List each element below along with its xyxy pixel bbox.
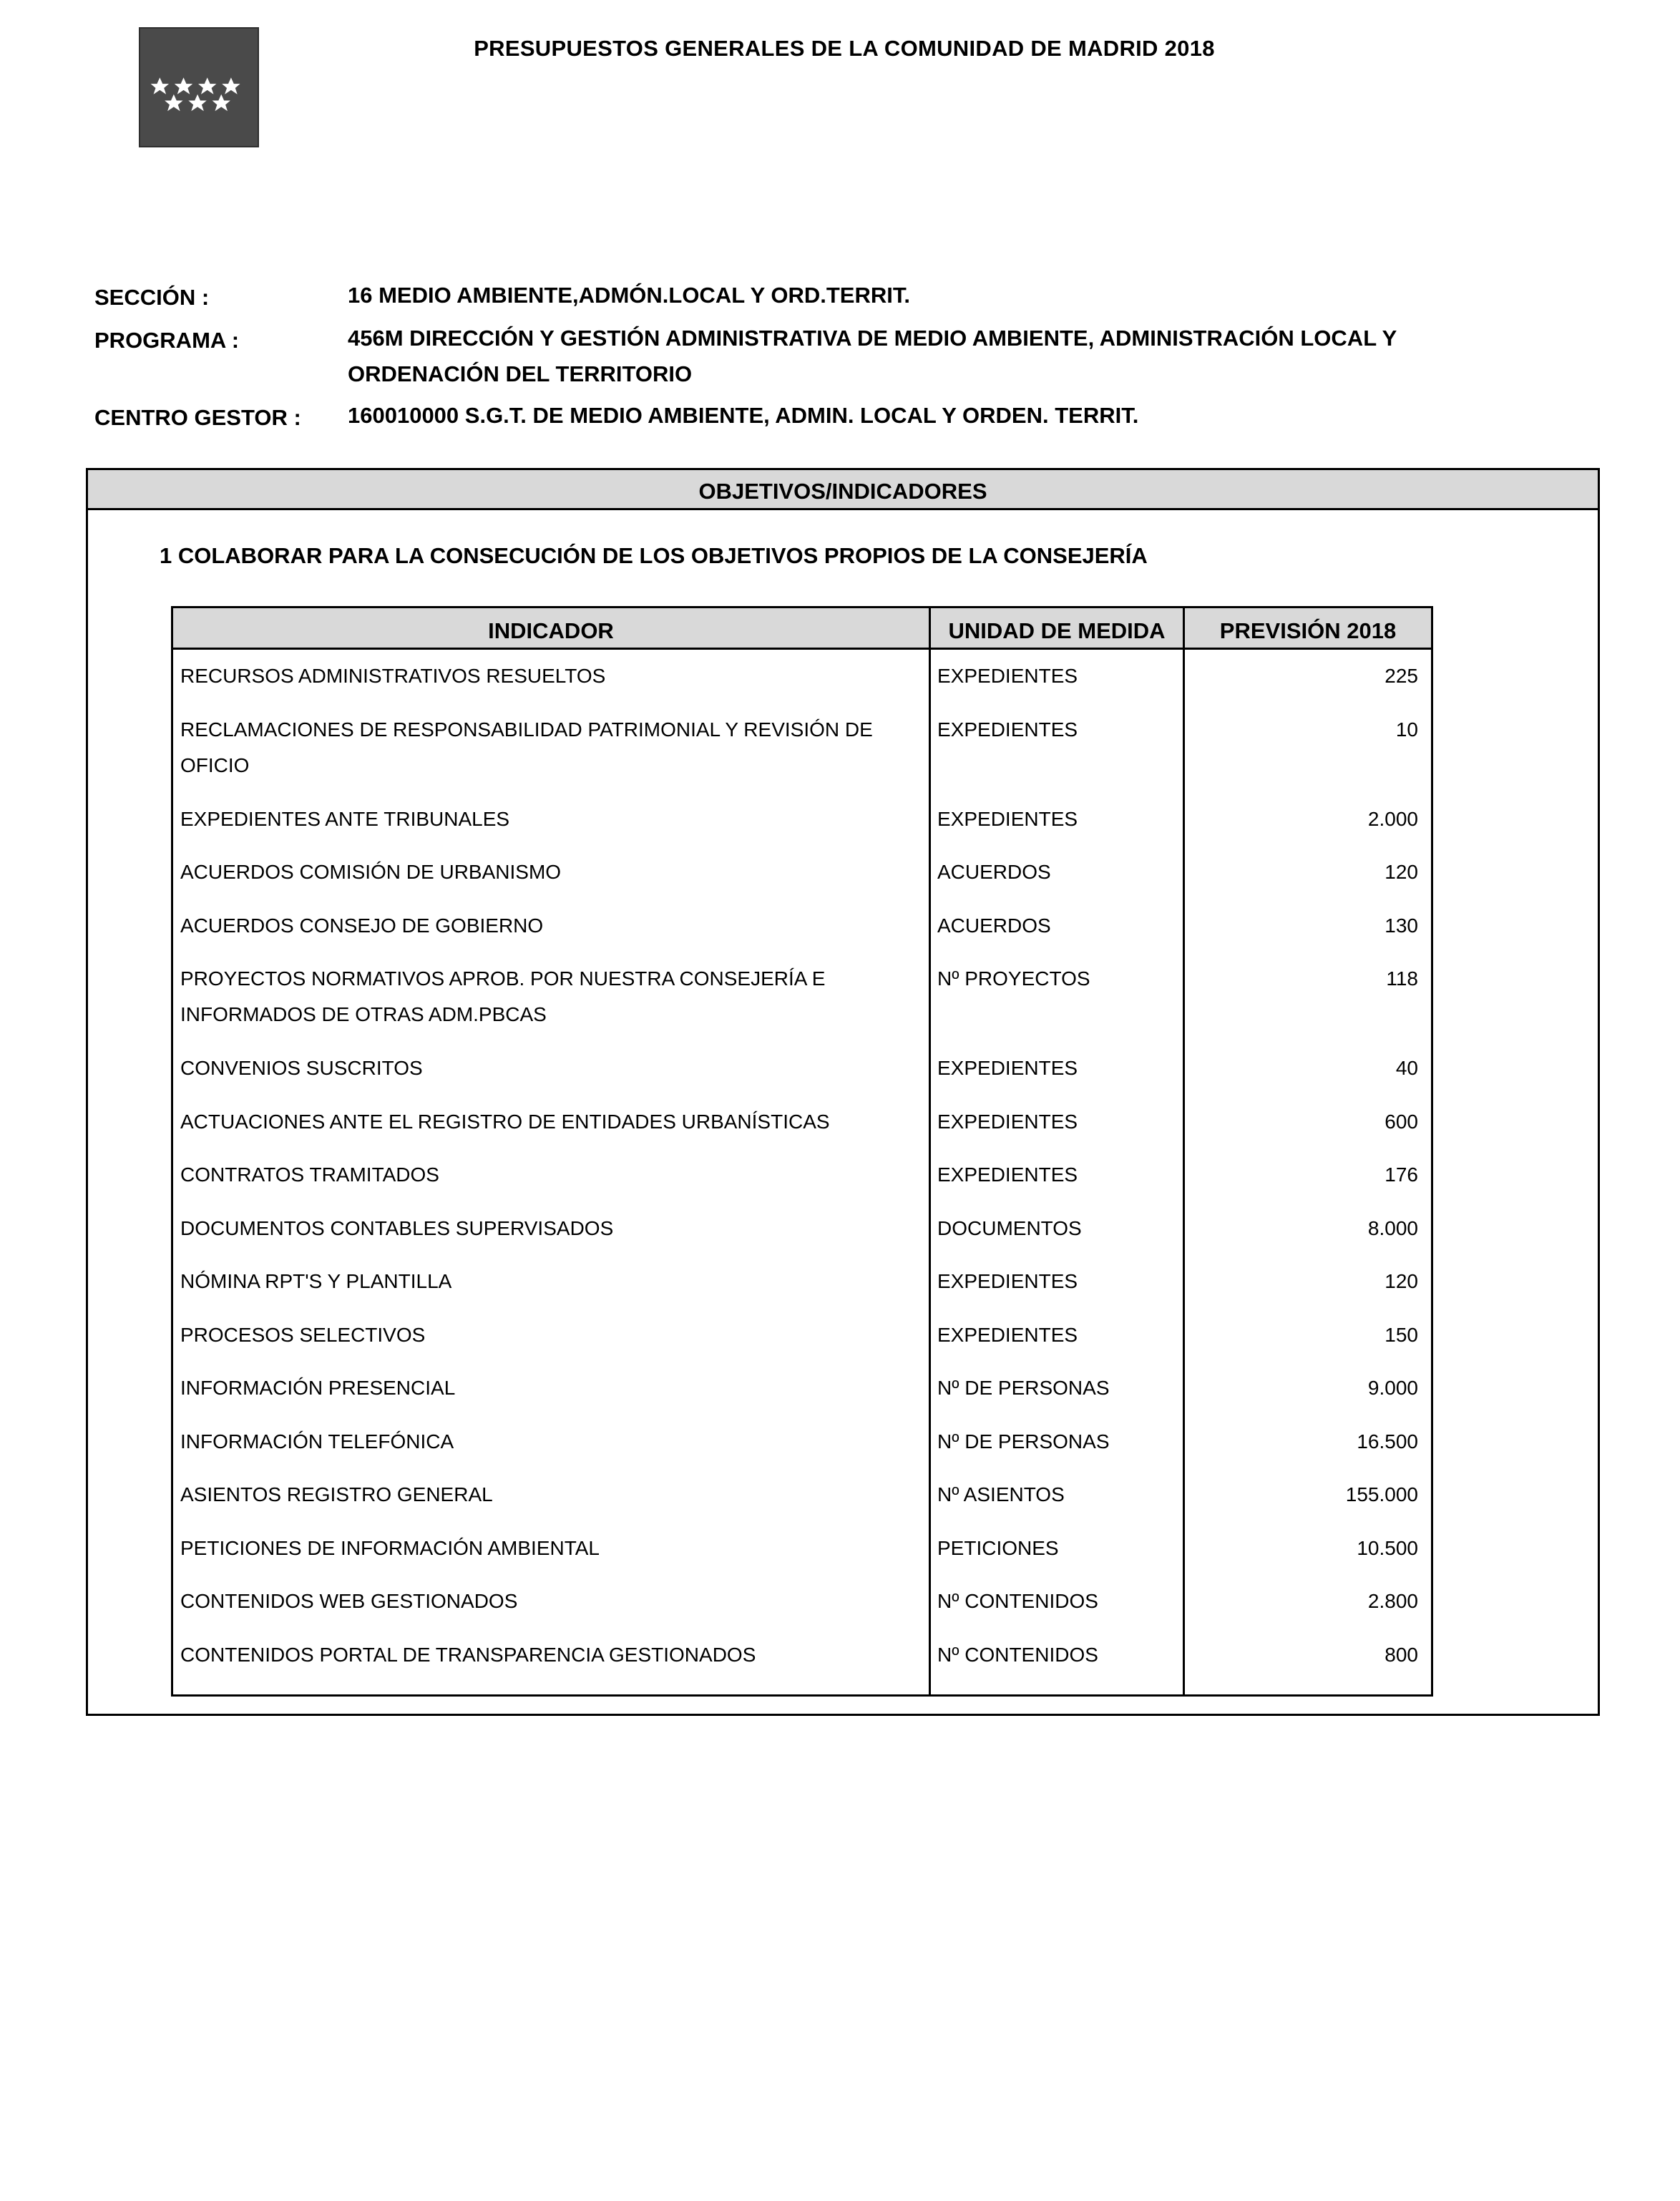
prevision-cell: 600	[1384, 1110, 1418, 1133]
prevision-cell: 10	[1395, 718, 1418, 741]
unidad-cell: EXPEDIENTES	[937, 807, 1078, 830]
indicador-cell	[180, 1264, 924, 1299]
indicador-text: ACTUACIONES ANTE EL REGISTRO DE ENTIDADES URBANÍSTICAS	[180, 1110, 830, 1133]
prevision-cell: 155.000	[1345, 1483, 1418, 1505]
prevision-cell: 120	[1384, 861, 1418, 883]
page-title: PRESUPUESTOS GENERALES DE LA COMUNIDAD DE MADRID 2018	[474, 36, 1215, 61]
column-header-indicador: INDICADOR	[488, 618, 614, 643]
indicador-cell	[180, 854, 924, 890]
indicador-text: ACUERDOS CONSEJO DE GOBIERNO	[180, 914, 544, 937]
unidad-cell: EXPEDIENTES	[937, 718, 1078, 741]
indicador-cell	[180, 1531, 924, 1566]
prevision-cell: 176	[1384, 1163, 1418, 1186]
indicador-cell	[180, 658, 924, 694]
indicador-cell	[180, 712, 924, 784]
indicador-cell	[180, 1157, 924, 1193]
unidad-cell: EXPEDIENTES	[937, 1163, 1078, 1186]
unidad-cell: Nº DE PERSONAS	[937, 1430, 1110, 1453]
indicador-cell	[180, 1583, 924, 1619]
prevision-cell: 8.000	[1367, 1216, 1418, 1239]
centro-gestor-label: CENTRO GESTOR :	[94, 405, 301, 430]
unidad-cell: EXPEDIENTES	[937, 1057, 1078, 1079]
prevision-cell: 9.000	[1367, 1377, 1418, 1399]
indicador-cell	[180, 1637, 924, 1673]
indicador-text: PROYECTOS NORMATIVOS APROB. POR NUESTRA CONSEJERÍA E	[180, 967, 826, 990]
prevision-cell: 800	[1384, 1643, 1418, 1666]
unidad-cell: DOCUMENTOS	[937, 1216, 1082, 1239]
indicador-cell	[180, 1424, 924, 1460]
prevision-cell: 2.000	[1367, 807, 1418, 830]
indicador-text: PETICIONES DE INFORMACIÓN AMBIENTAL	[180, 1536, 600, 1559]
prevision-cell: 120	[1384, 1270, 1418, 1292]
prevision-cell: 2.800	[1367, 1590, 1418, 1612]
unidad-cell: ACUERDOS	[937, 861, 1051, 883]
objective-title: 1 COLABORAR PARA LA CONSECUCIÓN DE LOS OBJETIVOS PROPIOS DE LA CONSEJERÍA	[160, 543, 1148, 568]
seccion-label: SECCIÓN :	[94, 285, 210, 310]
indicator-table	[171, 606, 1433, 1697]
indicador-text: NÓMINA RPT'S Y PLANTILLA	[180, 1270, 452, 1292]
indicador-text: RECLAMACIONES DE RESPONSABILIDAD PATRIMONIAL Y REVISIÓN DE	[180, 718, 873, 741]
indicador-cell	[180, 801, 924, 837]
indicador-text: RECURSOS ADMINISTRATIVOS RESUELTOS	[180, 665, 606, 687]
unidad-cell: ACUERDOS	[937, 914, 1051, 937]
centro-gestor-value: 160010000 S.G.T. DE MEDIO AMBIENTE, ADMIN. LOCAL Y ORDEN. TERRIT.	[348, 403, 1139, 428]
prevision-cell: 16.500	[1357, 1430, 1418, 1453]
indicador-text: CONVENIOS SUSCRITOS	[180, 1057, 423, 1079]
programa-value-line1: 456M DIRECCIÓN Y GESTIÓN ADMINISTRATIVA DE MEDIO AMBIENTE, ADMINISTRACIÓN LOCAL Y	[348, 326, 1397, 351]
indicador-text: ASIENTOS REGISTRO GENERAL	[180, 1483, 493, 1505]
objetivos-frame	[86, 468, 1600, 1716]
indicador-text-line2: OFICIO	[180, 753, 250, 776]
unidad-cell: Nº PROYECTOS	[937, 967, 1090, 990]
indicador-text: CONTRATOS TRAMITADOS	[180, 1163, 439, 1186]
prevision-cell: 10.500	[1357, 1536, 1418, 1559]
stars-icon	[140, 29, 258, 146]
unidad-cell: EXPEDIENTES	[937, 1323, 1078, 1346]
unidad-cell: EXPEDIENTES	[937, 1270, 1078, 1292]
unidad-cell: PETICIONES	[937, 1536, 1059, 1559]
prevision-cell: 40	[1395, 1057, 1418, 1079]
programa-value-line2: ORDENACIÓN DEL TERRITORIO	[348, 361, 693, 386]
indicador-cell	[180, 1050, 924, 1086]
unidad-cell: Nº CONTENIDOS	[937, 1590, 1098, 1612]
indicador-text: INFORMACIÓN PRESENCIAL	[180, 1377, 456, 1399]
column-divider	[929, 608, 931, 1694]
indicador-cell	[180, 1477, 924, 1513]
section-header: OBJETIVOS/INDICADORES	[88, 470, 1598, 510]
indicador-text: CONTENIDOS PORTAL DE TRANSPARENCIA GESTIONADOS	[180, 1643, 756, 1666]
indicador-text: DOCUMENTOS CONTABLES SUPERVISADOS	[180, 1216, 614, 1239]
column-header-unidad: UNIDAD DE MEDIDA	[948, 618, 1166, 643]
prevision-cell: 118	[1386, 967, 1418, 990]
column-header-prevision: PREVISIÓN 2018	[1219, 618, 1397, 643]
indicador-text-line2: INFORMADOS DE OTRAS ADM.PBCAS	[180, 1003, 547, 1025]
prevision-cell: 130	[1384, 914, 1418, 937]
unidad-cell: EXPEDIENTES	[937, 665, 1078, 687]
indicador-text: CONTENIDOS WEB GESTIONADOS	[180, 1590, 518, 1612]
indicador-text: EXPEDIENTES ANTE TRIBUNALES	[180, 807, 510, 830]
indicador-text: ACUERDOS COMISIÓN DE URBANISMO	[180, 861, 562, 883]
unidad-cell: Nº CONTENIDOS	[937, 1643, 1098, 1666]
unidad-cell: Nº ASIENTOS	[937, 1483, 1065, 1505]
prevision-cell: 150	[1384, 1323, 1418, 1346]
indicador-cell	[180, 1317, 924, 1353]
indicador-cell	[180, 1104, 924, 1140]
programa-label: PROGRAMA :	[94, 328, 240, 353]
unidad-cell: Nº DE PERSONAS	[937, 1377, 1110, 1399]
indicador-text: PROCESOS SELECTIVOS	[180, 1323, 426, 1346]
indicador-text: INFORMACIÓN TELEFÓNICA	[180, 1430, 454, 1453]
unidad-cell: EXPEDIENTES	[937, 1110, 1078, 1133]
indicador-cell	[180, 1370, 924, 1406]
column-divider	[1183, 608, 1185, 1694]
table-header	[173, 608, 1431, 650]
prevision-cell: 225	[1384, 665, 1418, 687]
indicador-cell	[180, 908, 924, 944]
madrid-stars-logo	[139, 27, 259, 147]
indicador-cell	[180, 1211, 924, 1246]
indicador-cell	[180, 961, 924, 1033]
seccion-value: 16 MEDIO AMBIENTE,ADMÓN.LOCAL Y ORD.TERRIT.	[348, 283, 910, 308]
